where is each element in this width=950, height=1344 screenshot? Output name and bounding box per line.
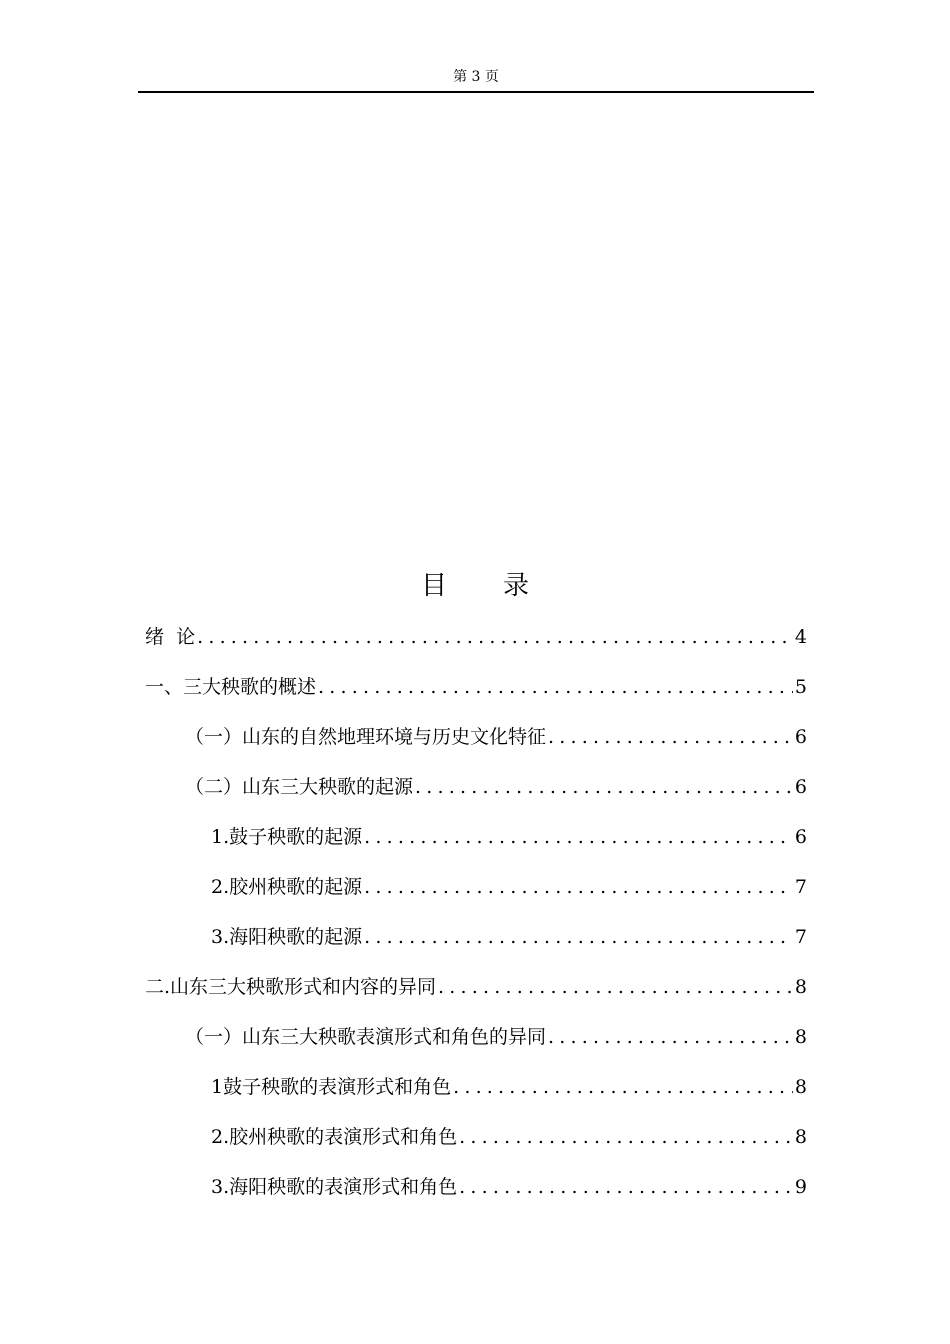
toc-dot-leader — [436, 962, 793, 1012]
toc-entry[interactable] — [145, 812, 807, 862]
toc-dot-leader — [457, 1162, 793, 1212]
toc-entry-page: 8 — [794, 1076, 807, 1098]
toc-entry[interactable] — [145, 712, 807, 762]
toc-dot-leader — [457, 1112, 793, 1162]
toc-entry-label: （二）山东三大秧歌的起源 — [185, 776, 414, 798]
toc-entry-page: 6 — [794, 776, 807, 798]
toc-dot-leader — [195, 612, 793, 662]
toc-entry[interactable] — [145, 962, 807, 1012]
toc-title-left: 目 — [420, 571, 447, 601]
toc-entry-page: 5 — [794, 676, 807, 698]
page-header — [138, 62, 814, 92]
toc-dot-leader — [316, 662, 793, 712]
table-of-contents — [145, 612, 807, 1212]
toc-entry[interactable] — [145, 612, 807, 662]
toc-entry-page: 8 — [794, 1126, 807, 1148]
toc-entry-label: 绪 论 — [145, 626, 196, 648]
header-divider — [138, 91, 814, 93]
toc-entry[interactable] — [145, 762, 807, 812]
toc-dot-leader — [362, 812, 793, 862]
toc-entry-page: 7 — [794, 876, 807, 898]
toc-entry[interactable] — [145, 1012, 807, 1062]
toc-entry-label: 一、三大秧歌的概述 — [145, 676, 317, 698]
toc-entry[interactable] — [145, 662, 807, 712]
toc-entry-page: 8 — [794, 976, 807, 998]
page-number-label: 第 3 页 — [453, 69, 499, 85]
toc-dot-leader — [451, 1062, 793, 1112]
toc-title-right: 录 — [503, 571, 530, 601]
toc-entry[interactable] — [145, 1112, 807, 1162]
toc-entry[interactable] — [145, 862, 807, 912]
toc-entry[interactable] — [145, 1062, 807, 1112]
toc-title — [0, 566, 950, 606]
toc-entry-label: （一）山东三大秧歌表演形式和角色的异同 — [185, 1026, 547, 1048]
toc-entry-page: 8 — [794, 1026, 807, 1048]
toc-dot-leader — [546, 712, 793, 762]
toc-entry-label: 1.鼓子秧歌的起源 — [211, 826, 363, 848]
toc-entry[interactable] — [145, 912, 807, 962]
toc-entry[interactable] — [145, 1162, 807, 1212]
toc-dot-leader — [362, 912, 793, 962]
toc-entry-page: 7 — [794, 926, 807, 948]
toc-entry-label: 3.海阳秧歌的起源 — [211, 926, 363, 948]
toc-entry-label: 1鼓子秧歌的表演形式和角色 — [211, 1076, 452, 1098]
toc-entry-page: 6 — [794, 826, 807, 848]
toc-entry-label: 3.海阳秧歌的表演形式和角色 — [211, 1176, 458, 1198]
toc-entry-page: 9 — [794, 1176, 807, 1198]
toc-entry-label: 2.胶州秧歌的表演形式和角色 — [211, 1126, 458, 1148]
toc-entry-page: 4 — [794, 626, 807, 648]
toc-entry-label: 二.山东三大秧歌形式和内容的异同 — [145, 976, 437, 998]
toc-entry-page: 6 — [794, 726, 807, 748]
toc-entry-label: （一）山东的自然地理环境与历史文化特征 — [185, 726, 547, 748]
toc-dot-leader — [362, 862, 793, 912]
toc-entry-label: 2.胶州秧歌的起源 — [211, 876, 363, 898]
toc-dot-leader — [546, 1012, 793, 1062]
toc-dot-leader — [413, 762, 793, 812]
